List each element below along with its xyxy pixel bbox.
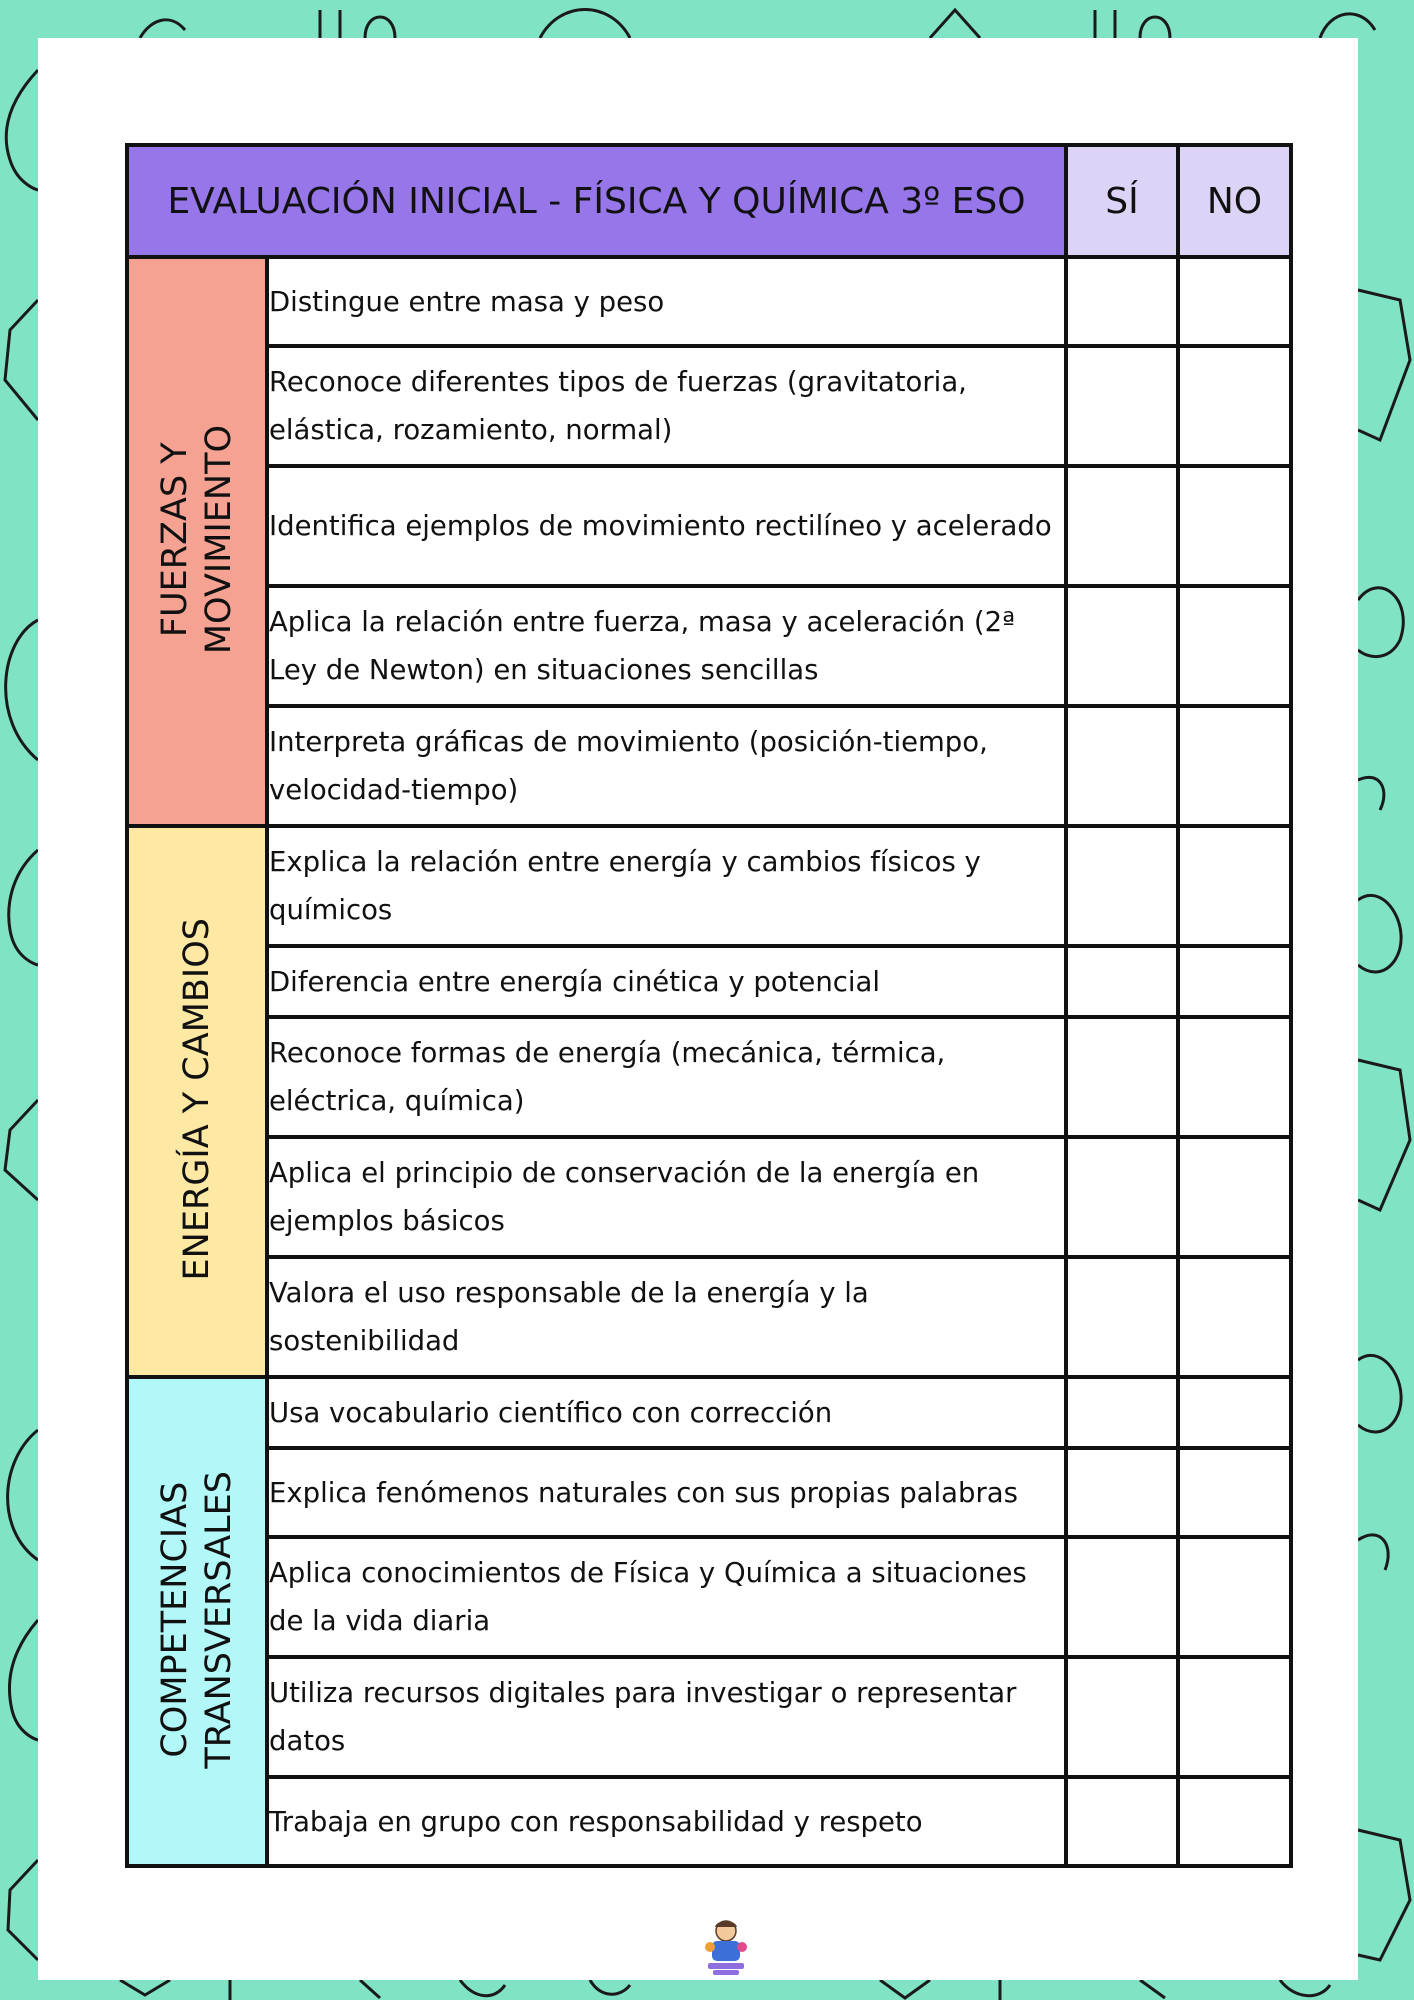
yes-checkbox-cell[interactable]: [1066, 1257, 1178, 1377]
category-competencias-transversales: [127, 1377, 267, 1866]
category-fuerzas-y-movimiento: [127, 257, 267, 826]
yes-checkbox-cell[interactable]: [1066, 586, 1178, 706]
criterion-text: Identifica ejemplos de movimiento rectilíneo y acelerado: [267, 466, 1066, 586]
criterion-text: Aplica la relación entre fuerza, masa y aceleración (2ª Ley de Newton) en situaciones sencillas: [267, 586, 1066, 706]
yes-checkbox-cell[interactable]: [1066, 826, 1178, 946]
criterion-text: Utiliza recursos digitales para investigar o representar datos: [267, 1657, 1066, 1777]
no-checkbox-cell[interactable]: [1178, 257, 1291, 346]
no-checkbox-cell[interactable]: [1178, 466, 1291, 586]
criterion-row: [127, 1777, 1291, 1866]
criterion-row: [127, 346, 1291, 466]
recursos-eso-logo: [703, 1917, 749, 1977]
criterion-text: Usa vocabulario científico con corrección: [267, 1377, 1066, 1448]
criterion-text: Reconoce diferentes tipos de fuerzas (gravitatoria, elástica, rozamiento, normal): [267, 346, 1066, 466]
yes-checkbox-cell[interactable]: [1066, 1017, 1178, 1137]
no-checkbox-cell[interactable]: [1178, 346, 1291, 466]
criterion-text: Aplica conocimientos de Física y Química a situaciones de la vida diaria: [267, 1537, 1066, 1657]
criterion-text: Reconoce formas de energía (mecánica, térmica, eléctrica, química): [267, 1017, 1066, 1137]
yes-checkbox-cell[interactable]: [1066, 1537, 1178, 1657]
category-label: COMPETENCIAS TRANSVERSALES: [155, 1470, 239, 1769]
criterion-row: [127, 257, 1291, 346]
yes-checkbox-cell[interactable]: [1066, 466, 1178, 586]
criterion-text: Explica la relación entre energía y cambios físicos y químicos: [267, 826, 1066, 946]
category-energia-y-cambios: [127, 826, 267, 1377]
no-checkbox-cell[interactable]: [1178, 1017, 1291, 1137]
criterion-row: [127, 586, 1291, 706]
criterion-row: [127, 1537, 1291, 1657]
criterion-row: [127, 946, 1291, 1017]
criterion-text: Diferencia entre energía cinética y potencial: [267, 946, 1066, 1017]
no-checkbox-cell[interactable]: [1178, 826, 1291, 946]
evaluation-table: [125, 143, 1293, 1868]
no-checkbox-cell[interactable]: [1178, 1377, 1291, 1448]
category-label: ENERGÍA Y CAMBIOS: [177, 918, 217, 1281]
yes-checkbox-cell[interactable]: [1066, 257, 1178, 346]
table-title: EVALUACIÓN INICIAL - FÍSICA Y QUÍMICA 3º ESO: [127, 145, 1066, 257]
criterion-row: [127, 1657, 1291, 1777]
no-checkbox-cell[interactable]: [1178, 1257, 1291, 1377]
yes-checkbox-cell[interactable]: [1066, 1657, 1178, 1777]
no-checkbox-cell[interactable]: [1178, 706, 1291, 826]
criterion-row: [127, 1377, 1291, 1448]
yes-column-header: SÍ: [1066, 145, 1178, 257]
criterion-row: [127, 826, 1291, 946]
criterion-row: [127, 466, 1291, 586]
criterion-text: Distingue entre masa y peso: [267, 257, 1066, 346]
yes-checkbox-cell[interactable]: [1066, 946, 1178, 1017]
criterion-row: [127, 1017, 1291, 1137]
no-checkbox-cell[interactable]: [1178, 1537, 1291, 1657]
criterion-text: Valora el uso responsable de la energía y la sostenibilidad: [267, 1257, 1066, 1377]
no-checkbox-cell[interactable]: [1178, 1657, 1291, 1777]
yes-checkbox-cell[interactable]: [1066, 1137, 1178, 1257]
header-row: [127, 145, 1291, 257]
no-checkbox-cell[interactable]: [1178, 586, 1291, 706]
criterion-row: [127, 1137, 1291, 1257]
no-checkbox-cell[interactable]: [1178, 1137, 1291, 1257]
criterion-row: [127, 706, 1291, 826]
yes-checkbox-cell[interactable]: [1066, 706, 1178, 826]
no-checkbox-cell[interactable]: [1178, 1448, 1291, 1537]
yes-checkbox-cell[interactable]: [1066, 1377, 1178, 1448]
no-checkbox-cell[interactable]: [1178, 946, 1291, 1017]
criterion-text: Explica fenómenos naturales con sus propias palabras: [267, 1448, 1066, 1537]
criterion-text: Interpreta gráficas de movimiento (posición-tiempo, velocidad-tiempo): [267, 706, 1066, 826]
criterion-row: [127, 1257, 1291, 1377]
criterion-row: [127, 1448, 1291, 1537]
yes-checkbox-cell[interactable]: [1066, 346, 1178, 466]
yes-checkbox-cell[interactable]: [1066, 1777, 1178, 1866]
criterion-text: Aplica el principio de conservación de la energía en ejemplos básicos: [267, 1137, 1066, 1257]
no-column-header: NO: [1178, 145, 1291, 257]
category-label: FUERZAS Y MOVIMIENTO: [155, 424, 239, 655]
yes-checkbox-cell[interactable]: [1066, 1448, 1178, 1537]
criterion-text: Trabaja en grupo con responsabilidad y respeto: [267, 1777, 1066, 1866]
no-checkbox-cell[interactable]: [1178, 1777, 1291, 1866]
